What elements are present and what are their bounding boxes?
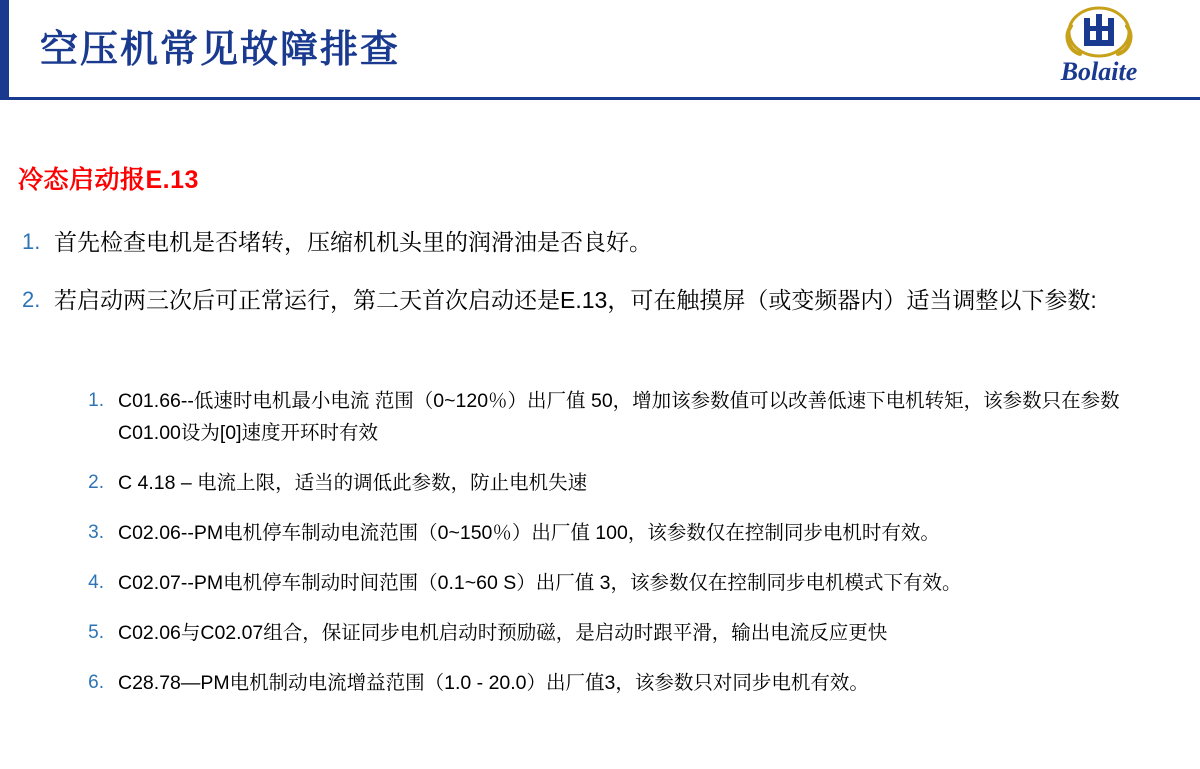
list-item-number: 6. [88,672,104,693]
bolaite-logo [1024,6,1174,92]
list-item [18,283,1168,317]
header-accent-bar [0,0,9,100]
list-item-text: 若启动两三次后可正常运行，第二天首次启动还是E.13，可在触摸屏（或变频器内）适当调整以下参数: [54,287,1097,313]
svg-text:Bolaite: Bolaite [1060,57,1138,86]
list-item [78,567,1178,599]
section-title: 冷态启动报E.13 [18,166,199,194]
parameter-sub-list [78,385,1178,717]
list-item [78,467,1178,499]
list-item-number: 2. [88,472,104,493]
list-item-number: 2. [22,287,41,312]
list-item-text: C01.66--低速时电机最小电流 范围（0~120％）出厂值 50，增加该参数值可以改善低速下电机转矩，该参数只在参数C01.00设为[0]速度开环时有效 [118,390,1120,444]
list-item-number: 4. [88,572,104,593]
list-item-text: C 4.18 – 电流上限，适当的调低此参数，防止电机失速 [118,472,588,494]
list-item [78,517,1178,549]
slide-header [0,0,1200,100]
list-item [18,225,1168,259]
list-item-text: C02.07--PM电机停车制动时间范围（0.1~60 S）出厂值 3，该参数仅在控制同步电机模式下有效。 [118,572,962,594]
list-item-number: 1. [88,390,104,411]
list-item-number: 3. [88,522,104,543]
primary-step-list [18,225,1168,341]
list-item [78,617,1178,649]
list-item-text: C28.78—PM电机制动电流增益范围（1.0 - 20.0）出厂值3，该参数只对同步电机有效。 [118,672,869,694]
list-item-number: 5. [88,622,104,643]
list-item-number: 1. [22,229,41,254]
slide-body [0,100,1200,769]
page-title: 空压机常见故障排查 [40,29,401,71]
list-item-text: C02.06与C02.07组合，保证同步电机启动时预励磁，是启动时跟平滑，输出电流反应更快 [118,622,888,644]
list-item [78,667,1178,699]
list-item [78,385,1178,449]
list-item-text: 首先检查电机是否堵转，压缩机机头里的润滑油是否良好。 [54,229,652,255]
list-item-text: C02.06--PM电机停车制动电流范围（0~150％）出厂值 100，该参数仅在控制同步电机时有效。 [118,522,940,544]
